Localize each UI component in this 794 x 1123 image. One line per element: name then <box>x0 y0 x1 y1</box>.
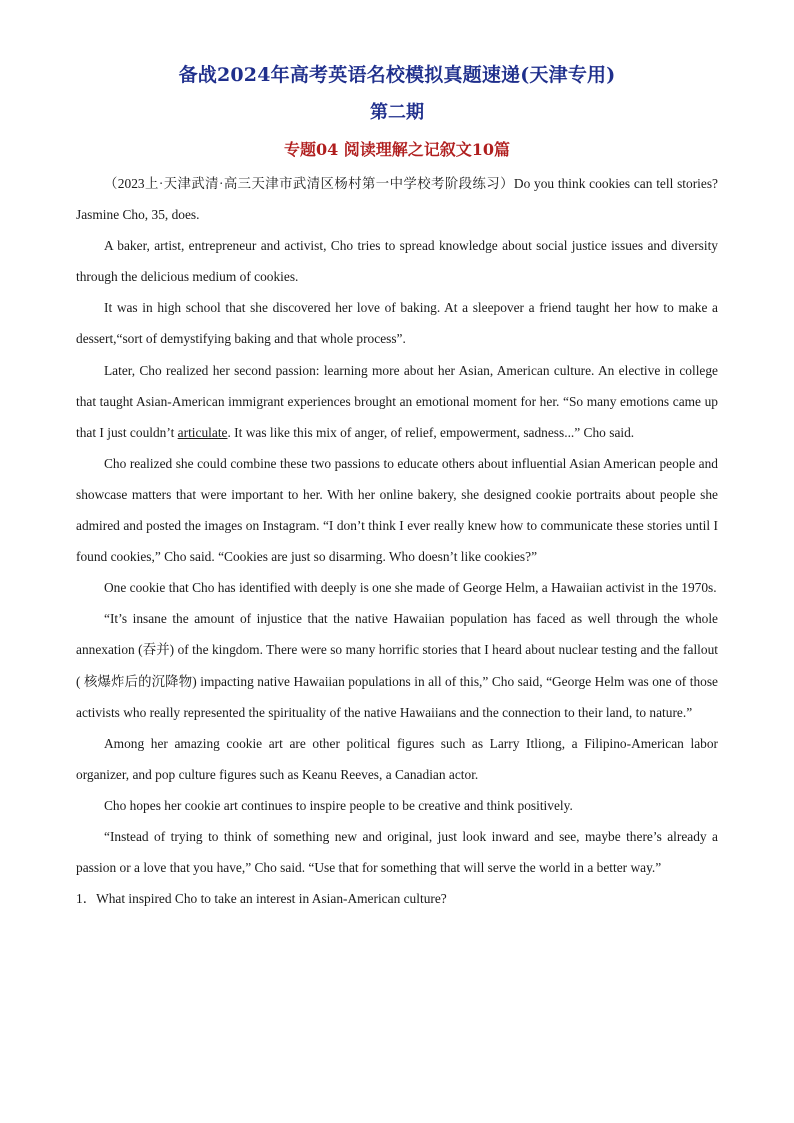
document-title: 备战2024年高考英语名校模拟真题速递(天津专用) <box>178 64 616 86</box>
reading-passage <box>76 168 718 914</box>
paragraph-6: One cookie that Cho has identified with deeply is one she made of George Helm, a Hawaiian activist in the 1970s. <box>104 580 717 596</box>
paragraph-9: Cho hopes her cookie art continues to inspire people to be creative and think positively. <box>104 797 573 813</box>
topic-heading: 专题04 阅读理解之记叙文10篇 <box>283 140 511 159</box>
paragraph-8: Among her amazing cookie art are other political figures such as Larry Itliong, a Filipino-American labor organizer, and pop culture figures such as Keanu Reeves, a Canadian actor. <box>76 735 718 782</box>
paragraph-4-text-b: . It was like this mix of anger, of relief, empowerment, sadness...” Cho said. <box>227 424 635 440</box>
paragraph-10: “Instead of trying to think of something new and original, just look inward and see, maybe there’s already a passion or a love that you have,” Cho said. “Use that for something that will serve the world in a better way.” <box>76 828 718 876</box>
paragraph-7: “It’s insane the amount of injustice that the native Hawaiian population has faced as well through the whole annexation (吞并) of the kingdom. There were so many horrific stories that I heard about nuclear testing and the fallout ( 核爆炸后的沉降物) impacting native Hawaiian populations in all of this,” Cho said, “George Helm was one of those activists who really represented the spirituality of the native Hawaiians and the connection to their land, to nature.” <box>76 611 718 720</box>
paragraph-4-text-a: Later, Cho realized her second passion: learning more about her Asian, American culture. An elective in college that taught Asian-American immigrant experiences brought an emotional moment for her. “So many emotions came up that I just couldn’t <box>76 362 718 440</box>
paragraph-5: Cho realized she could combine these two passions to educate others about influential Asian American people and showcase matters that were important to her. With her online bakery, she designed cookie portraits about people she admired and posted the images on Instagram. “I don’t think I ever really knew how to communicate these stories until I found cookies,” Cho said. “Cookies are just so disarming. Who doesn’t like cookies?” <box>76 455 718 565</box>
paragraph-1: （2023上·天津武清·高三天津市武清区杨村第一中学校考阶段练习）Do you think cookies can tell stories? Jasmine Cho, 35, does. <box>76 176 718 223</box>
paragraph-4 <box>76 355 718 448</box>
paragraph-2: A baker, artist, entrepreneur and activist, Cho tries to spread knowledge about social justice issues and diversity through the delicious medium of cookies. <box>76 238 718 285</box>
paragraph-3: It was in high school that she discovered her love of baking. At a sleepover a friend taught her how to make a dessert,“sort of demystifying baking and that whole process”. <box>76 300 718 347</box>
underlined-word: articulate <box>177 424 228 440</box>
question-1: 1．What inspired Cho to take an interest in Asian-American culture? <box>76 891 447 907</box>
issue-label: 第二期 <box>370 102 424 123</box>
